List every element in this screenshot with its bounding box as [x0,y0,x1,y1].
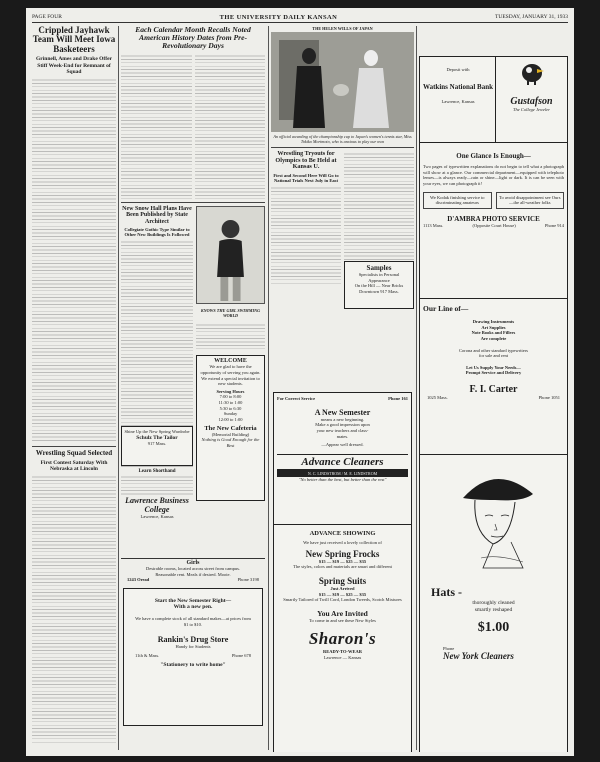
headline-jayhawk: Crippled Jayhawk Team Will Meet Iowa Basketeers [32,26,116,54]
carter-phone: Phone 1051 [538,395,560,400]
tailor-line: Shine Up the New Spring Wardrobe [124,429,190,434]
sharons-frocks: New Spring Frocks [305,548,380,559]
advance-line: your new teachers and class- [316,427,369,433]
masthead-date: TUESDAY, JANUARY 31, 1933 [494,14,568,20]
sharons-invite-sub: To come in and see these New Styles [309,617,376,623]
sharons-styles: The styles, colors and materials are smart and different [293,564,392,570]
bank-name: Watkins National Bank [422,82,494,91]
article-body-wrestling-squad [32,474,116,744]
tennis-photo-caption: An official awarding of the championship cup to Japan's women's tennis star, Miss Tokiko Morimoto, who is anxious to play our own [273,134,412,145]
photo-headline-japan: THE HELEN WILLS OF JAPAN [312,26,373,31]
cafeteria-welcome: WELCOME [214,358,247,365]
column-rule [118,26,119,750]
hats-logo-top: Phone [443,645,455,651]
column-ads [419,26,568,752]
ad-cafeteria [196,355,265,501]
cafeteria-hours: 11:30 to 1:00 [218,400,243,406]
masthead [32,12,568,23]
gustafson-tag: The College Jeweler [513,107,550,112]
sharons-logo: Sharon's [308,629,377,649]
ad-samples [344,261,414,309]
samples-line: On the Hill — Near Bricks [354,283,404,289]
business-college-city: Lawrence, Kansas [140,514,174,519]
column-rule [416,26,417,750]
rankin-address: 11th & Mass. [135,652,160,658]
advance-title: A New Semester [314,407,371,417]
photo-ad-name: D'AMBRA PHOTO SERVICE [447,214,540,223]
carter-line: Corona and other standard typewriters [459,347,528,353]
carter-line: for sale and rent [478,353,509,359]
bank-city: Lawrence, Kansas [441,98,475,104]
ad-dambra-photo [419,142,568,302]
headline-wrestling-tryouts: Wrestling Tryouts for Olympics to Be Held at Kansas U. [275,150,337,171]
sharons-suits: Spring Suits [318,575,367,586]
ad-rankin-drug [123,588,263,726]
hats-line: thoroughly cleaned [472,600,515,606]
carter-name: F. I. Carter [469,384,518,395]
sharons-header: ADVANCE SHOWING [309,530,376,537]
headline-wrestling-squad: Wrestling Squad Selected [35,449,113,458]
girls-line: Reasonable rent. Meals if desired. Mooie. [155,571,231,577]
ad-watkins-bank [419,56,497,144]
sharons-suits-desc: Smartly Tailored of Twill Cord, London Tweeds, Scotch Mixtures [283,597,402,603]
sharons-invite: You Are Invited [317,608,368,618]
ad-fi-carter [419,298,568,458]
advance-line: —Appear well dressed. [321,442,364,448]
ad-advance-cleaners [273,392,412,528]
article-body-wrestling-tryouts [271,185,341,285]
girls-address: 1243 Oread [127,577,150,583]
photo-ad-phone: Phone 914 [544,222,564,228]
swimmer-photo-caption: KNOWS THE GIRL SWIMMING WORLD [200,308,261,319]
rankin-lead: Start the New Semester Right— [154,598,232,604]
newspaper-page [26,8,574,756]
sharons-frocks-price: $15 — $19 — $25 — $35 [318,558,367,564]
deck-wrestling-tryouts: First and Second Here Will Go to National Trials Next July in East [273,172,339,183]
carter-title: Our Line of— [423,304,469,313]
hats-price: $1.00 [477,619,510,635]
samples-line: Appearance [368,277,390,283]
girls-phone: Phone 3198 [237,577,259,583]
column-japan [271,26,414,752]
carter-line: Prompt Service and Delivery [465,370,522,376]
advance-cleaners-logo: Advance Cleaners [277,454,408,470]
cafeteria-hours: 7:00 to 8:00 [219,394,242,400]
deck-wrestling-squad: First Contest Saturday With Nebraska at Lincoln [40,459,108,472]
hats-line: smartly reshaped [474,606,513,613]
hats-title: Hats - [431,585,462,599]
ad-sharons [273,524,412,752]
samples-title: Samples [366,264,392,273]
sharons-suits-sub: Just Arrived [330,585,355,591]
rankin-body: We have a complete stock of all standard makes—at prices from [135,616,251,621]
tennis-photo [271,32,414,132]
woman-with-hat-illustration [423,458,566,578]
cafeteria-hours: Sunday [223,411,238,417]
samples-line: Specialists in Personal [358,272,400,278]
carter-item: Drawing Instruments [472,319,515,324]
sharons-suits-price: $15 — $19 — $25 — $35 [318,591,367,597]
advance-phone: Phone 161 [388,396,408,401]
girls-line: Desirable rooms, located across street from campus. [146,566,240,571]
advance-line: mates. [336,433,349,439]
article-body-calendar [121,53,265,199]
deck-snow-hall: Collegiate Gothic Type Similar to Other New Buildings Is Followed [124,226,190,238]
headline-calendar: Each Calendar Month Recalls Noted American History Dates from Pre-Revolutionary Days [135,26,251,50]
masthead-title: THE UNIVERSITY DAILY KANSAN [219,13,338,21]
cafeteria-hours-title: Serving Hours [216,388,245,394]
sharons-tag: READY-TO-WEAR [322,649,362,655]
carter-item: Note Books and Fillers [471,330,516,336]
samples-line: Downtown 917 Mass. [359,288,399,294]
column-history [121,26,265,752]
photo-ad-box: To avoid disappointment see Ours—the all-weather folks [496,192,565,209]
cafeteria-text: We are glad to have the opportunity of serving you again. We extend a special invitation to new students. [200,364,261,387]
cafeteria-sub: (Memorial Building) [211,431,250,437]
swimmer-photo [196,206,265,304]
carter-item: Art Supplies [481,324,506,330]
jayhawk-logo-icon [519,59,545,85]
business-college-logo: Lawrence Business College [125,496,189,514]
photo-ad-sub: (Opposite Court House) [472,222,516,228]
girls-title: Girls [186,560,200,566]
rankin-lead2: With a new pen. [173,604,213,610]
new-york-cleaners-logo: New York Cleaners [443,651,514,662]
cafeteria-hours: 5:30 to 6:30 [219,405,242,411]
rankin-prices: $1 to $10. [183,621,203,627]
ad-tailor [121,426,193,466]
photo-ad-address: 1113 Mass. [423,222,444,228]
advance-owners: N. C. LINDSTROM / M. E. LINDSTROM [277,470,408,477]
ad-girls-rooms [121,560,265,583]
cafeteria-name: The New Cafeteria [204,424,257,432]
bank-line: Deposit with [446,67,470,72]
rankin-motto: "Stationery to write home" [160,661,226,668]
masthead-page-number: PAGE FOUR [32,14,62,20]
cafeteria-hours: 12:00 to 1:00 [218,416,243,422]
tailor-address: 917 Mass. [147,440,167,446]
sharons-city: Lawrence — Kansas [323,655,362,660]
shorthand-title: Learn Shorthand [138,469,176,474]
rankin-tag: Handy for Students [175,644,211,650]
column-sports [32,26,116,752]
gustafson-logo: Gustafson [510,96,553,107]
carter-address: 1025 Mass. [427,395,448,400]
headline-snow-hall: New Snow Hall Plans Have Been Published by State Architect [122,205,192,225]
rankin-phone: Phone 678 [231,652,251,658]
advance-motto: "No better than the best, but better than the rest" [298,476,387,482]
tailor-name: Schulz The Tailor [136,434,178,441]
carter-item: Are complete [480,335,507,341]
advance-line: Make a good impression upon [315,422,370,428]
column-rule [268,26,269,750]
advance-top-left: For Correct Service [277,396,316,401]
article-body-jayhawk [32,77,116,443]
carter-line: Let Us Supply Your Needs— [466,364,521,370]
advance-line: means a new beginning. [320,416,365,422]
cafeteria-motto: Nothing is Good Enough for the Best [201,437,260,448]
sharons-sub: We have just received a lovely collection of [303,540,382,545]
ad-hats-cleaners [419,454,568,752]
rankin-name: Rankin's Drug Store [157,635,229,645]
deck-jayhawk: Grinnell, Ames and Drake Offer Stiff Week-End for Remnant of Squad [36,56,112,75]
ad-shorthand [121,469,193,520]
photo-ad-box: We Kodak finishing service to discriminating amateurs [423,192,492,209]
photo-ad-title: One Glance Is Enough— [456,152,531,160]
photo-ad-body: Two pages of typewritten explanations do not begin to tell what a photograph will show at a glance. Our commercial department—equipped with telephoto lenses—is always ready—rain or shine—light or dark. It is can be seen with your eyes, we can photograph it! [423,164,564,186]
ad-gustafson [495,56,568,144]
